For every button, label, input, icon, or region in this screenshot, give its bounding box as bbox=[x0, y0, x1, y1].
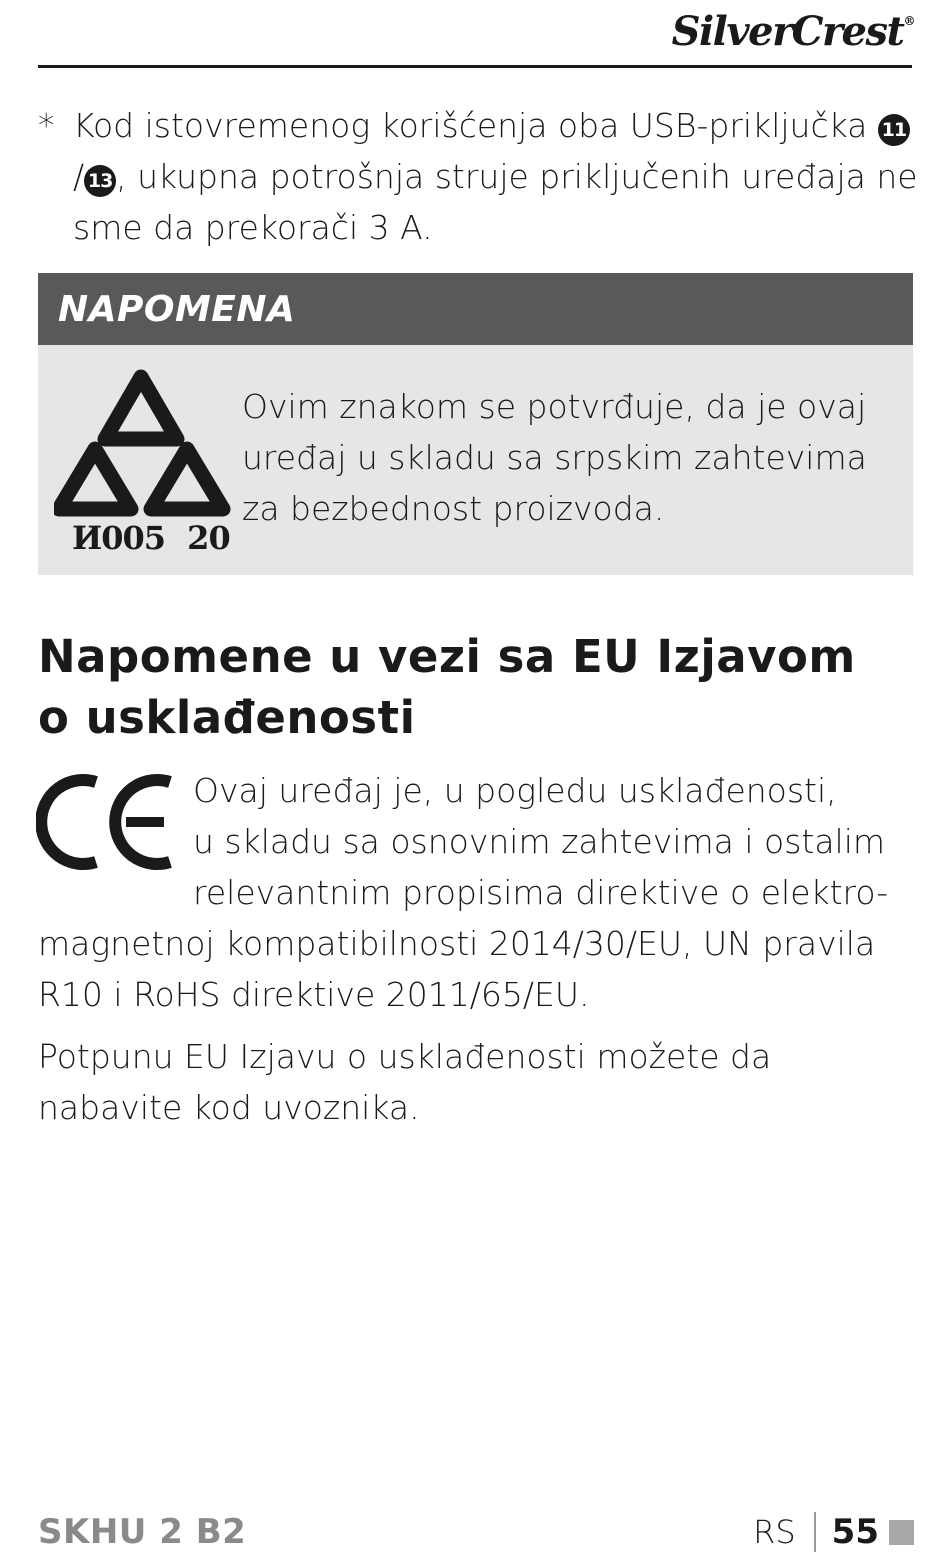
section-title bbox=[38, 626, 918, 748]
brand-logo bbox=[672, 8, 914, 55]
usb-port-13-ref: 13 bbox=[84, 165, 116, 197]
section-title-line2: o usklađenosti bbox=[38, 691, 416, 744]
serbian-conformity-mark-icon bbox=[54, 359, 234, 519]
note-box bbox=[38, 273, 913, 575]
conformity-mark-code: И005 20 bbox=[72, 519, 230, 557]
section-title-line1: Napomene u vezi sa EU Izjavom bbox=[38, 630, 856, 683]
ce-conformity-text: Ovaj uređaj je, u pogledu usklađenosti, u skladu sa osnovnim zahtevima i ostalim relevantnim propisima direktive o elektro- magnetnoj kompatibilnosti 2014/30/EU, UN pravila R10 i RoHS direktive 2011/65/EU. bbox=[38, 771, 889, 1014]
footer-model-number: SKHU 2 B2 bbox=[38, 1512, 247, 1552]
note-heading: NAPOMENA bbox=[38, 273, 913, 345]
header-divider bbox=[38, 65, 912, 68]
eu-declaration-availability-text: Potpunu EU Izjavu o usklađenosti možete da nabavite kod uvoznika. bbox=[38, 1037, 772, 1127]
usb-port-11-ref: 11 bbox=[878, 114, 910, 146]
registered-mark: ® bbox=[903, 14, 914, 28]
brand-name: SilverCrest bbox=[671, 8, 904, 55]
footer-separator bbox=[814, 1512, 816, 1552]
footer-language-code: RS bbox=[753, 1513, 796, 1551]
page-number: 55 bbox=[831, 1512, 879, 1552]
footer-page-info bbox=[753, 1510, 914, 1554]
footnote-asterisk: * bbox=[38, 106, 55, 145]
page-marker-square-icon bbox=[889, 1520, 914, 1545]
usb-note-text: Kod istovremenog korišćenja oba USB-priključka 11/ 13 , ukupna potrošnja struje priključenih uređaja ne sme da prekorači 3 A. bbox=[73, 106, 918, 247]
note-text: Ovim znakom se potvrđuje, da je ovaj uređaj u skladu sa srpskim zahtevima za bezbednost proizvoda. bbox=[242, 387, 867, 528]
usb-current-note bbox=[38, 100, 918, 253]
